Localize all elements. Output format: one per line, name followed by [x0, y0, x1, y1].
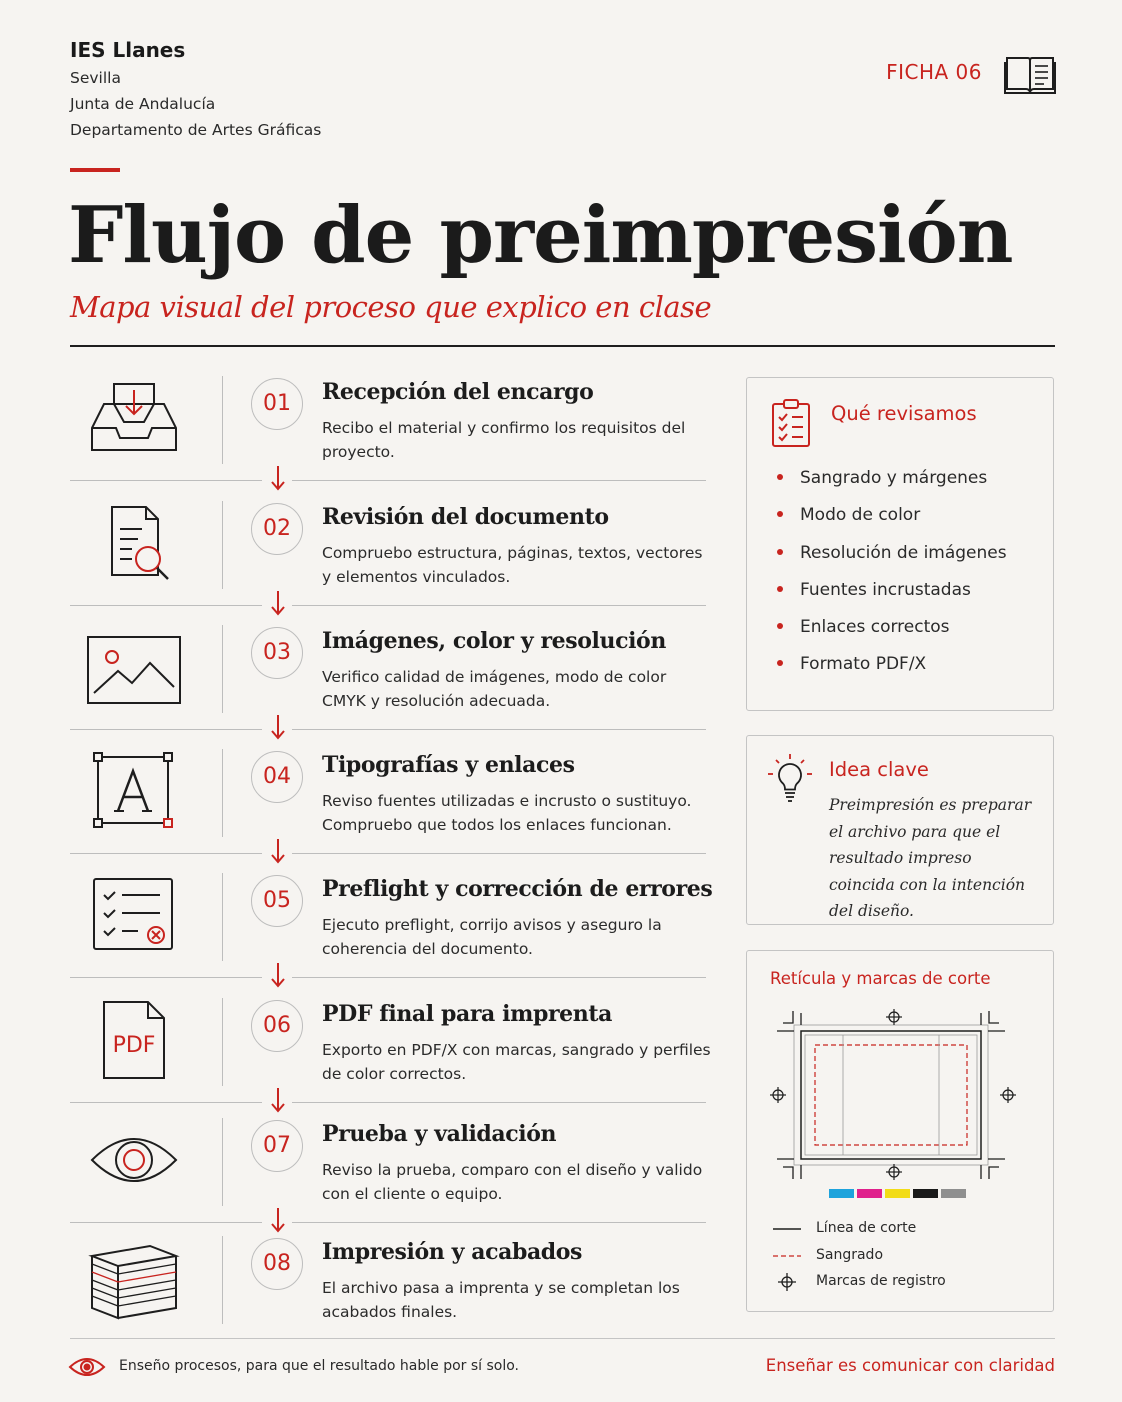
- step-number: 05: [251, 875, 303, 927]
- checklist-item-label: Fuentes incrustadas: [800, 579, 971, 600]
- legend-registration-label: Marcas de registro: [816, 1273, 946, 1289]
- checklist-item-label: Formato PDF/X: [800, 654, 927, 675]
- color-swatch: [857, 1189, 882, 1198]
- step-number: 07: [251, 1120, 303, 1172]
- step-title: Imágenes, color y resolución: [322, 628, 666, 654]
- step-separator: [292, 480, 706, 481]
- bleed-swatch: [771, 1246, 803, 1266]
- step-separator: [292, 1222, 706, 1223]
- open-book-icon: [1004, 54, 1056, 96]
- workflow-step: [70, 1236, 706, 1360]
- step-number: 02: [251, 503, 303, 555]
- paper-stack-icon: [84, 1238, 184, 1320]
- checklist-item-label: Resolución de imágenes: [800, 542, 1007, 563]
- step-title: Revisión del documento: [322, 504, 609, 530]
- color-swatch: [829, 1189, 854, 1198]
- workflow-step: [70, 1118, 706, 1242]
- checklist-panel: [746, 377, 1054, 711]
- page-subtitle: Mapa visual del proceso que explico en clase: [70, 290, 712, 324]
- checklist-item-label: Modo de color: [800, 505, 921, 526]
- checklist-item: [777, 654, 1007, 691]
- step-divider: [222, 998, 223, 1086]
- sheet-label: FICHA 06: [886, 60, 982, 84]
- checklist-item: [777, 468, 1007, 505]
- step-description: Exporto en PDF/X con marcas, sangrado y perfiles de color correctos.: [322, 1041, 711, 1083]
- step-separator: [292, 853, 706, 854]
- checklist-title: Qué revisamos: [831, 402, 977, 425]
- step-separator: [292, 1102, 706, 1103]
- checklist-item: [777, 580, 1007, 617]
- checklist-item-label: Sangrado y márgenes: [800, 468, 988, 488]
- eye-icon: [68, 1354, 106, 1380]
- step-divider: [222, 1118, 223, 1206]
- key-idea-text: Preimpresión es preparar el archivo para que el resultado impreso coincida con la intención del diseño.: [829, 796, 1032, 920]
- typography-icon: [84, 751, 184, 833]
- step-separator: [70, 480, 262, 481]
- clipboard-check-icon: [771, 398, 811, 448]
- page-title: Flujo de preimpresión: [68, 190, 1013, 281]
- school-name: IES Llanes: [70, 38, 186, 62]
- checklist-item-label: Enlaces correctos: [800, 617, 950, 638]
- arrow-down-icon: [268, 464, 288, 492]
- bullet-dot: [777, 474, 783, 480]
- workflow-step: [70, 376, 706, 500]
- step-separator: [70, 853, 262, 854]
- bullet-dot: [777, 623, 783, 629]
- checklist-item: [777, 617, 1007, 654]
- bullet-dot: [777, 511, 783, 517]
- step-description: Reviso fuentes utilizadas e incrusto o sustituyo. Compruebo que todos los enlaces funcionan.: [322, 792, 692, 834]
- color-swatch: [885, 1189, 910, 1198]
- step-divider: [222, 1236, 223, 1324]
- image-icon: [84, 627, 184, 709]
- checklist-items: [777, 468, 1007, 692]
- arrow-down-icon: [268, 589, 288, 617]
- bullet-dot: [777, 660, 783, 666]
- lightbulb-icon: [765, 752, 815, 806]
- step-divider: [222, 501, 223, 589]
- step-description: El archivo pasa a imprenta y se completan los acabados finales.: [322, 1279, 680, 1321]
- step-description: Reviso la prueba, comparo con el diseño y valido con el cliente o equipo.: [322, 1161, 703, 1203]
- step-description: Ejecuto preflight, corrijo avisos y aseguro la coherencia del documento.: [322, 916, 662, 958]
- step-separator: [292, 605, 706, 606]
- workflow-step: [70, 998, 711, 1122]
- school-department: Departamento de Artes Gráficas: [70, 121, 322, 139]
- step-title: Tipografías y enlaces: [322, 752, 575, 778]
- workflow-step: [70, 749, 706, 873]
- crop-marks-title: Retícula y marcas de corte: [770, 969, 991, 988]
- key-idea-title: Idea clave: [829, 758, 929, 781]
- eye-icon: [84, 1120, 184, 1202]
- color-swatch: [941, 1189, 966, 1198]
- legend-bleed-label: Sangrado: [816, 1247, 884, 1263]
- checklist-item: [777, 543, 1007, 580]
- step-number: 03: [251, 627, 303, 679]
- color-bar: [829, 1189, 966, 1198]
- accent-bar: [70, 168, 120, 172]
- inbox-tray-icon: [84, 378, 184, 460]
- step-title: Preflight y corrección de errores: [322, 876, 713, 902]
- arrow-down-icon: [268, 1206, 288, 1234]
- step-number: 01: [251, 378, 303, 430]
- bullet-dot: [777, 549, 783, 555]
- step-number: 04: [251, 751, 303, 803]
- footer-motto: Enseño procesos, para que el resultado hable por sí solo.: [119, 1358, 519, 1374]
- step-separator: [70, 977, 262, 978]
- step-title: PDF final para imprenta: [322, 1001, 612, 1027]
- document-search-icon: [84, 503, 184, 585]
- step-title: Impresión y acabados: [322, 1239, 583, 1265]
- step-description: Compruebo estructura, páginas, textos, vectores y elementos vinculados.: [322, 544, 703, 586]
- workflow-step: [70, 501, 706, 625]
- school-city: Sevilla: [70, 69, 121, 87]
- step-separator: [292, 977, 706, 978]
- step-separator: [70, 1222, 262, 1223]
- footer-divider: [70, 1338, 1055, 1339]
- workflow-step: [70, 625, 706, 749]
- svg-text:PDF: PDF: [112, 1033, 156, 1058]
- color-swatch: [913, 1189, 938, 1198]
- checklist-error-icon: [84, 875, 184, 957]
- footer-tagline: Enseñar es comunicar con claridad: [765, 1356, 1055, 1375]
- step-separator: [70, 605, 262, 606]
- bullet-dot: [777, 586, 783, 592]
- step-divider: [222, 376, 223, 464]
- registration-mark-icon: [771, 1272, 803, 1292]
- step-description: Verifico calidad de imágenes, modo de color CMYK y resolución adecuada.: [322, 668, 667, 710]
- step-divider: [222, 749, 223, 837]
- step-title: Prueba y validación: [322, 1121, 557, 1147]
- step-divider: [222, 625, 223, 713]
- pdf-file-icon: [84, 1000, 184, 1082]
- step-title: Recepción del encargo: [322, 379, 594, 405]
- step-description: Recibo el material y confirmo los requisitos del proyecto.: [322, 419, 686, 461]
- cut-line-swatch: [771, 1219, 803, 1239]
- legend-cut-line-label: Línea de corte: [816, 1220, 917, 1236]
- school-region: Junta de Andalucía: [70, 95, 216, 113]
- title-divider: [70, 345, 1055, 347]
- key-idea-panel: [746, 735, 1054, 925]
- step-separator: [292, 729, 706, 730]
- step-separator: [70, 729, 262, 730]
- checklist-item: [777, 505, 1007, 542]
- step-separator: [70, 1102, 262, 1103]
- step-number: 08: [251, 1238, 303, 1290]
- arrow-down-icon: [268, 1086, 288, 1114]
- crop-marks-panel: [746, 950, 1054, 1312]
- crop-marks-diagram: [767, 1001, 1035, 1211]
- arrow-down-icon: [268, 713, 288, 741]
- arrow-down-icon: [268, 837, 288, 865]
- workflow-step: [70, 873, 713, 997]
- arrow-down-icon: [268, 961, 288, 989]
- step-number: 06: [251, 1000, 303, 1052]
- step-divider: [222, 873, 223, 961]
